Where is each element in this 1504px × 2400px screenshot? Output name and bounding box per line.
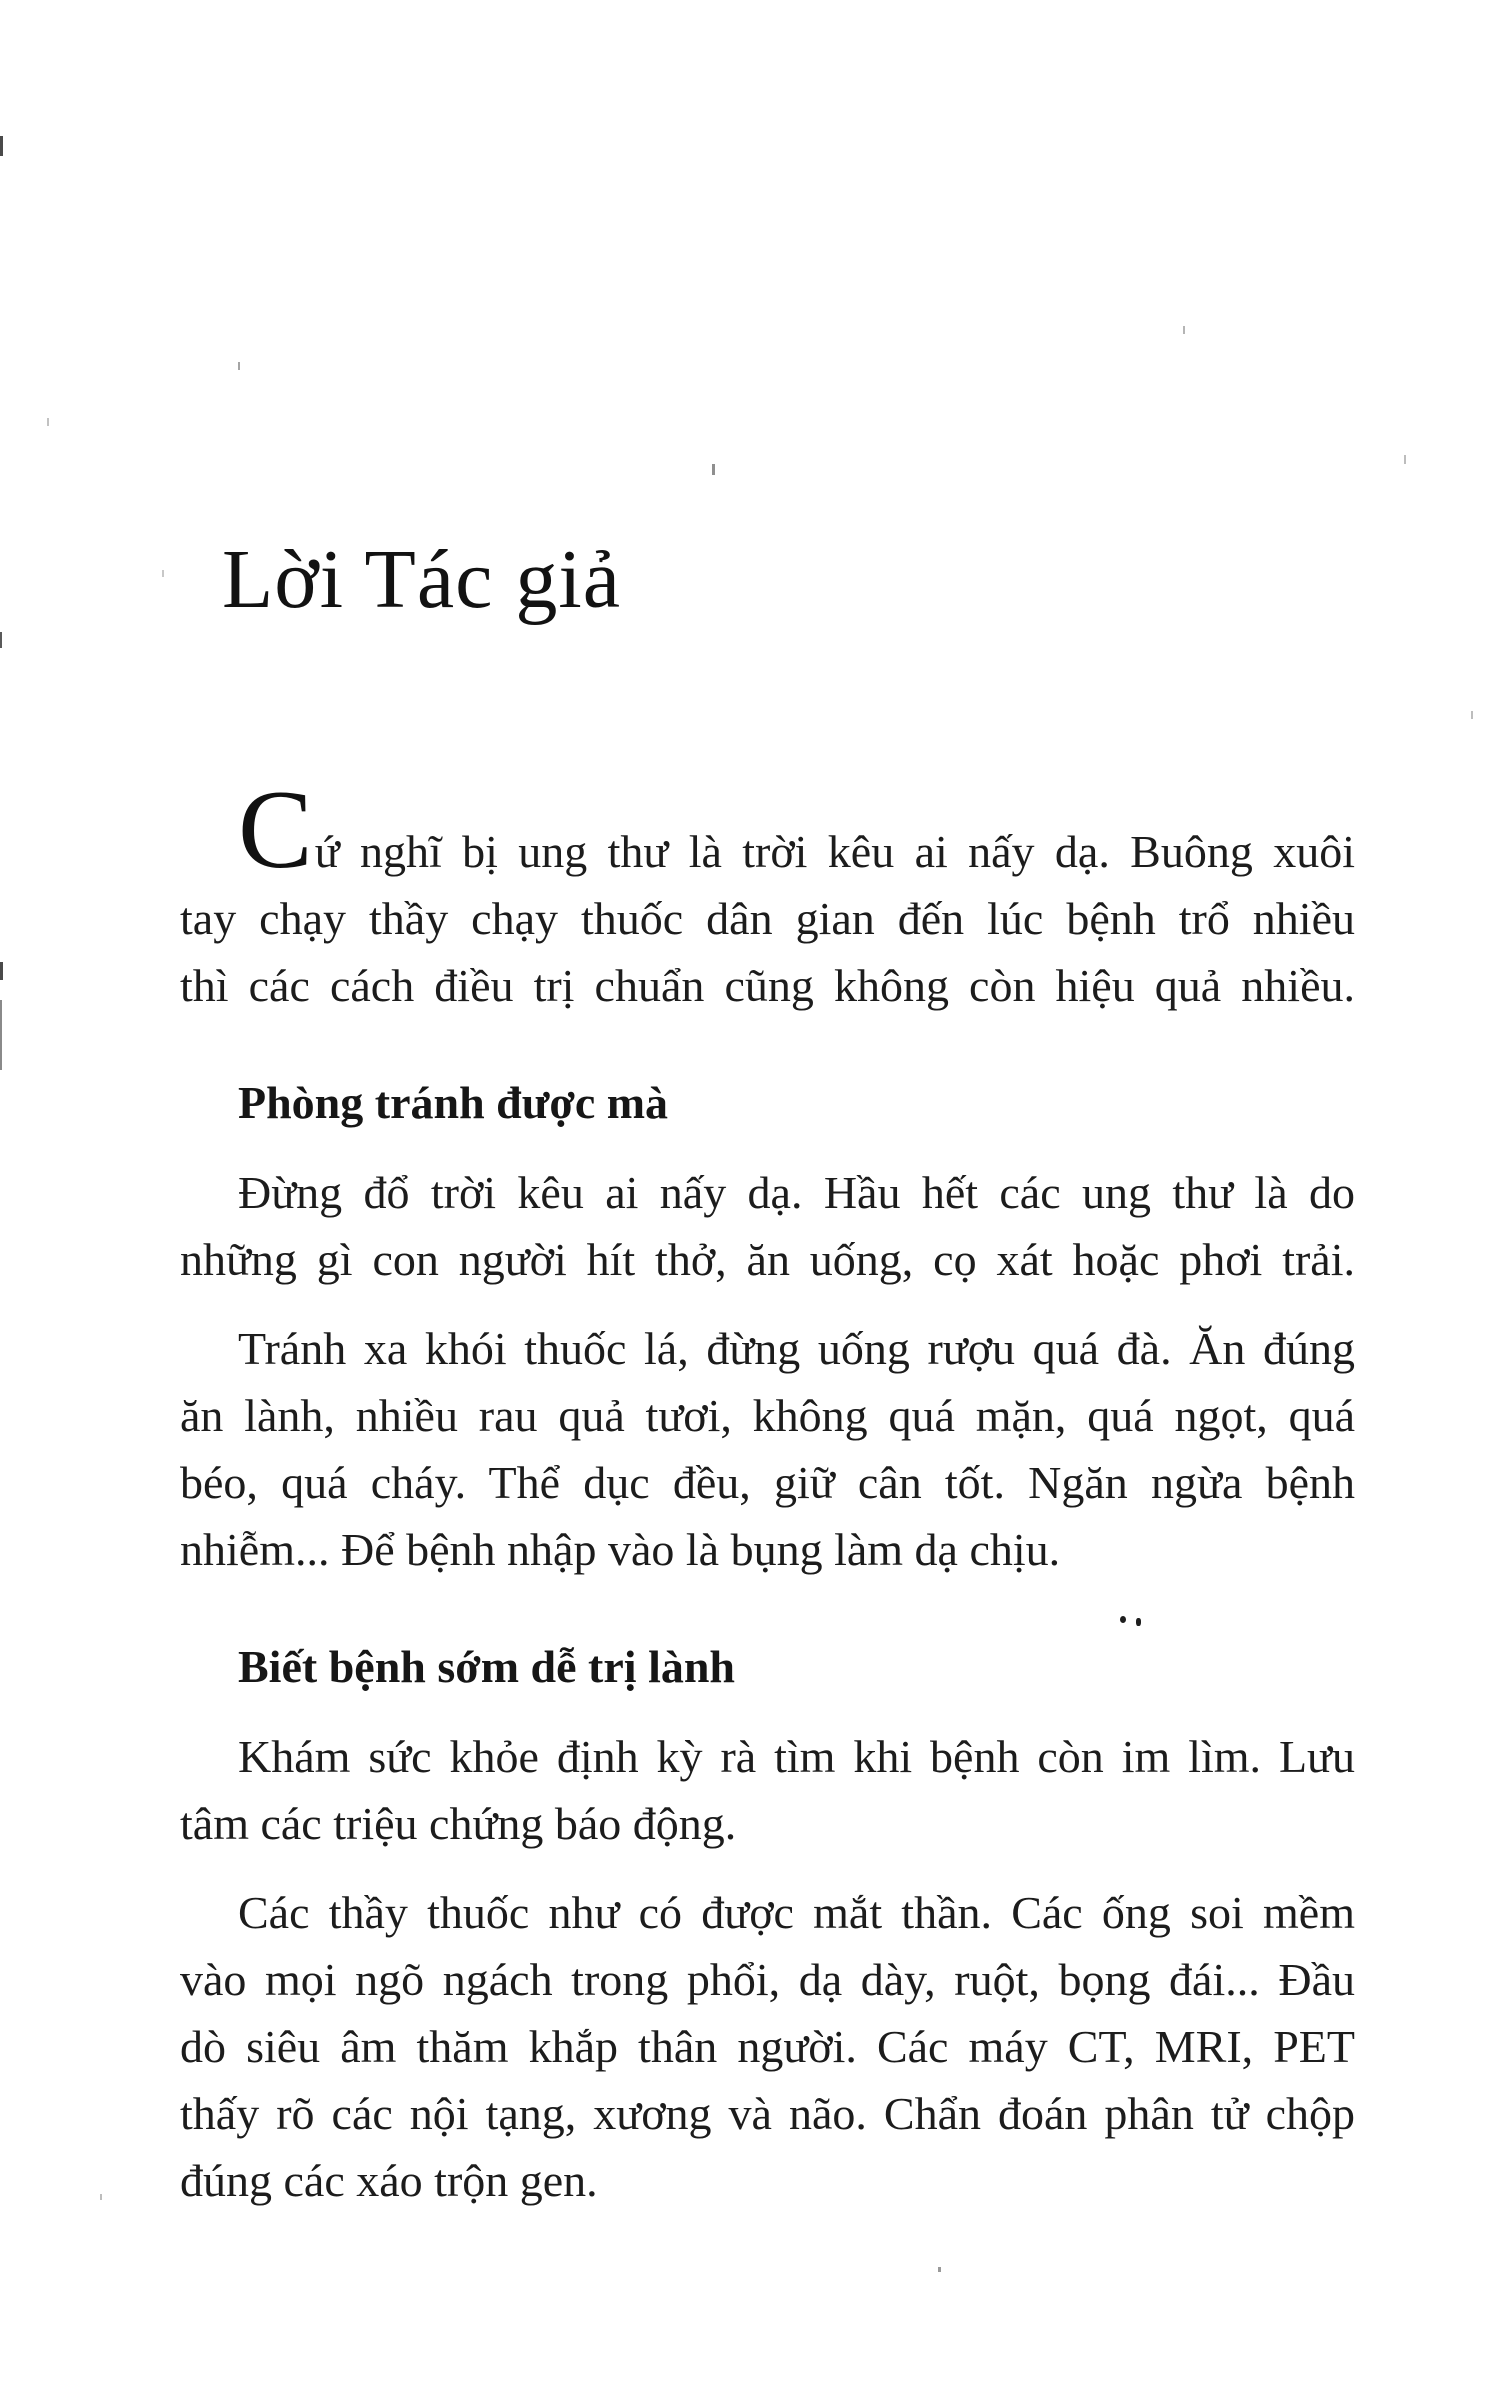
- page-edge-mark: [0, 1000, 2, 1070]
- text-line: tâm các triệu chứng báo động.: [180, 1798, 737, 1849]
- text-line: dò siêu âm thăm khắp thân người. Các máy CT, MRI, PET: [180, 2021, 1355, 2072]
- text-block: [180, 533, 1355, 2214]
- chapter-title: Lời Tác giả: [222, 533, 622, 626]
- paragraph: [180, 1159, 1355, 1293]
- section-heading: Biết bệnh sớm dễ trị lành: [238, 1641, 736, 1692]
- text-line: ăn lành, nhiều rau quả tươi, không quá mặn, quá ngọt, quá: [180, 1390, 1355, 1441]
- text-line: đúng các xáo trộn gen.: [180, 2155, 598, 2206]
- paragraph: [180, 768, 1355, 1019]
- page-edge-mark: [0, 136, 3, 156]
- scan-speck: [1183, 326, 1185, 334]
- scan-speck: [1404, 455, 1406, 464]
- paragraph: [180, 1315, 1355, 1583]
- text-line: nhiễm... Để bệnh nhập vào là bụng làm dạ chịu.: [180, 1524, 1061, 1575]
- page-edge-mark: [0, 962, 3, 980]
- scan-speck: [238, 362, 240, 370]
- scan-speck: [47, 418, 49, 426]
- drop-cap-letter: C: [238, 768, 313, 892]
- scan-speck: [100, 2194, 102, 2200]
- text-line: thì các cách điều trị chuẩn cũng không còn hiệu quả nhiều.: [180, 960, 1355, 1011]
- text-line: Tránh xa khói thuốc lá, đừng uống rượu quá đà. Ăn đúng: [238, 1323, 1355, 1374]
- text-line: Khám sức khỏe định kỳ rà tìm khi bệnh còn im lìm. Lưu: [238, 1731, 1355, 1782]
- text-line: vào mọi ngõ ngách trong phổi, dạ dày, ruột, bọng đái... Đầu: [180, 1954, 1355, 2005]
- text-line: béo, quá cháy. Thể dục đều, giữ cân tốt. Ngăn ngừa bệnh: [180, 1457, 1355, 1508]
- text-line: Các thầy thuốc như có được mắt thần. Các ống soi mềm: [238, 1887, 1355, 1938]
- section-heading: Phòng tránh được mà: [238, 1077, 669, 1128]
- page-edge-mark: [0, 632, 2, 648]
- scan-speck: [712, 464, 715, 475]
- scan-speck: [938, 2267, 941, 2272]
- scan-speck: [1471, 711, 1473, 719]
- text-line: thấy rõ các nội tạng, xương và não. Chẩn đoán phân tử chộp: [180, 2088, 1355, 2139]
- paragraph: [180, 1879, 1355, 2214]
- text-line: những gì con người hít thở, ăn uống, cọ xát hoặc phơi trải.: [180, 1234, 1355, 1285]
- text-line: Đừng đổ trời kêu ai nấy dạ. Hầu hết các ung thư là do: [238, 1167, 1355, 1218]
- scan-speck: [162, 570, 164, 577]
- paragraph: [180, 1723, 1355, 1857]
- text-line: tay chạy thầy chạy thuốc dân gian đến lúc bệnh trổ nhiều: [180, 893, 1355, 944]
- text-line: Cứ nghĩ bị ung thư là trời kêu ai nấy dạ. Buông xuôi: [238, 768, 1355, 892]
- document-body: [180, 768, 1355, 2214]
